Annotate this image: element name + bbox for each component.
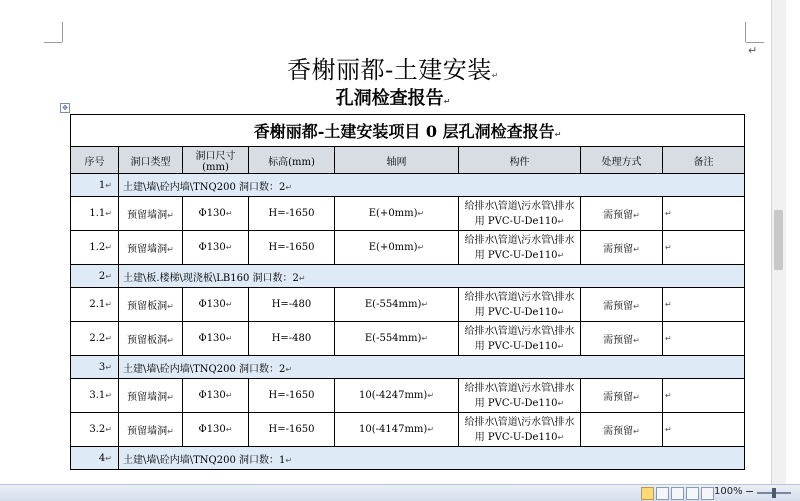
elevation-cell[interactable] xyxy=(249,231,335,265)
full-screen-reading-view-button[interactable] xyxy=(656,487,669,500)
draft-view-button[interactable] xyxy=(701,487,714,500)
header-cell[interactable]: 序号 xyxy=(71,147,119,174)
table-row xyxy=(71,231,745,265)
group-row xyxy=(71,356,745,379)
table-row xyxy=(71,288,745,322)
component-cell[interactable] xyxy=(459,231,581,265)
group-number-text: 2 xyxy=(98,270,106,282)
paragraph-mark: ↵ xyxy=(105,300,112,309)
axis-grid-cell[interactable] xyxy=(335,197,459,231)
hole-size-cell[interactable] xyxy=(183,413,249,447)
paragraph-mark: ↵ xyxy=(557,250,565,260)
hole-type-cell-text: 预留板洞 xyxy=(127,301,168,312)
paragraph-mark: ↵ xyxy=(105,425,112,434)
document-title[interactable] xyxy=(0,50,786,85)
group-label-text: 土建\墙\砼内墙\TNQ200 洞口数：2 xyxy=(123,363,286,375)
paragraph-mark: ↵ xyxy=(298,273,306,283)
component-cell[interactable] xyxy=(459,379,581,413)
table-row xyxy=(71,379,745,413)
component-line-1: 给排水\管道\污水管\排水 xyxy=(464,382,575,394)
outline-view-button[interactable] xyxy=(686,487,699,500)
handling-method-cell[interactable] xyxy=(581,413,663,447)
row-number-text: 1.2 xyxy=(89,242,106,253)
axis-grid-cell[interactable] xyxy=(335,413,459,447)
paragraph-mark: ↵ xyxy=(427,391,435,400)
row-number[interactable] xyxy=(71,379,119,413)
hole-size-cell[interactable] xyxy=(183,288,249,322)
row-number[interactable] xyxy=(71,288,119,322)
paragraph-mark: ↵ xyxy=(105,453,112,463)
paragraph-mark: ↵ xyxy=(167,211,174,220)
component-line-1: 给排水\管道\污水管\排水 xyxy=(464,291,575,303)
paragraph-mark: ↵ xyxy=(427,425,435,434)
elevation-cell-text: H=-1650 xyxy=(268,242,315,253)
paragraph-mark: ↵ xyxy=(105,271,112,281)
hole-size-cell[interactable] xyxy=(183,322,249,356)
paragraph-mark: ↵ xyxy=(167,336,174,345)
table-move-handle-icon[interactable]: ✥ xyxy=(60,103,70,113)
paragraph-mark: ↵ xyxy=(665,391,672,400)
document-subtitle[interactable] xyxy=(0,84,786,110)
group-number-text: 3 xyxy=(98,361,106,373)
component-line-2-wrap xyxy=(461,430,578,445)
component-line-2-wrap xyxy=(461,396,578,411)
header-cell[interactable]: 标高(mm) xyxy=(249,147,335,174)
elevation-cell[interactable] xyxy=(249,379,335,413)
header-cell[interactable]: 处理方式 xyxy=(581,147,663,174)
header-cell[interactable]: 洞口类型 xyxy=(119,147,183,174)
component-line-2: 用 PVC-U-De110 xyxy=(474,397,558,409)
group-label[interactable] xyxy=(119,447,745,470)
hole-type-cell-text: 预留板洞 xyxy=(127,335,168,346)
elevation-cell-text: H=-1650 xyxy=(268,390,315,401)
hole-type-cell[interactable] xyxy=(119,288,183,322)
elevation-cell[interactable] xyxy=(249,197,335,231)
axis-grid-cell[interactable] xyxy=(335,379,459,413)
axis-grid-cell[interactable] xyxy=(335,288,459,322)
scrollbar-thumb[interactable] xyxy=(774,210,783,270)
component-cell[interactable] xyxy=(459,322,581,356)
paragraph-mark: ↵ xyxy=(105,334,112,343)
component-line-2: 用 PVC-U-De110 xyxy=(474,215,558,227)
paragraph-mark: ↵ xyxy=(633,302,640,311)
component-line-2-wrap xyxy=(461,305,578,320)
paragraph-mark: ↵ xyxy=(557,432,565,442)
remarks-cell[interactable] xyxy=(663,197,745,231)
paragraph-mark: ↵ xyxy=(554,130,562,139)
paragraph-mark: ↵ xyxy=(557,398,565,408)
paragraph-mark: ↵ xyxy=(105,180,112,190)
paragraph-mark: ↵ xyxy=(105,391,112,400)
axis-grid-cell[interactable] xyxy=(335,322,459,356)
web-layout-view-button[interactable] xyxy=(671,487,684,500)
paragraph-mark: ↵ xyxy=(633,393,640,402)
handling-method-cell-text: 需预留 xyxy=(603,301,634,312)
elevation-cell[interactable] xyxy=(249,288,335,322)
zoom-out-button[interactable]: − xyxy=(745,485,755,498)
table-caption[interactable] xyxy=(71,115,745,147)
group-number[interactable] xyxy=(71,174,119,197)
axis-grid-cell-text: E(+0mm) xyxy=(368,242,418,253)
row-number-text: 3.1 xyxy=(89,390,106,401)
paragraph-mark: ↵ xyxy=(443,97,451,106)
elevation-cell-text: H=-480 xyxy=(271,333,312,344)
paragraph-mark: ↵ xyxy=(633,427,640,436)
paragraph-mark: ↵ xyxy=(167,302,174,311)
header-cell[interactable]: 轴网 xyxy=(335,147,459,174)
group-row xyxy=(71,174,745,197)
table-header-row xyxy=(71,147,745,174)
crop-mark-top-right-v xyxy=(745,22,746,42)
hole-size-cell-text: Φ130 xyxy=(198,242,226,253)
handling-method-cell[interactable] xyxy=(581,322,663,356)
axis-grid-cell-text: 10(-4147mm) xyxy=(358,424,428,435)
component-line-2-wrap xyxy=(461,339,578,354)
zoom-slider-thumb[interactable] xyxy=(772,488,776,498)
component-line-1: 给排水\管道\污水管\排水 xyxy=(464,416,575,428)
remarks-cell[interactable] xyxy=(663,379,745,413)
paragraph-mark: ↵ xyxy=(167,427,174,436)
paragraph-mark: ↵ xyxy=(665,334,672,343)
group-number-text: 4 xyxy=(98,452,106,464)
elevation-cell-text: H=-1650 xyxy=(268,208,315,219)
axis-grid-cell-text: 10(-4247mm) xyxy=(358,390,428,401)
component-cell[interactable] xyxy=(459,197,581,231)
row-number-text: 3.2 xyxy=(89,424,106,435)
remarks-cell[interactable] xyxy=(663,231,745,265)
hole-size-cell-text: Φ130 xyxy=(198,299,226,310)
paragraph-mark: ↵ xyxy=(285,455,293,465)
group-row xyxy=(71,265,745,288)
component-line-2: 用 PVC-U-De110 xyxy=(474,431,558,443)
elevation-cell[interactable] xyxy=(249,322,335,356)
paragraph-mark: ↵ xyxy=(105,243,112,252)
handling-method-cell[interactable] xyxy=(581,288,663,322)
header-cell[interactable]: 构件 xyxy=(459,147,581,174)
hole-type-cell[interactable] xyxy=(119,231,183,265)
handling-method-cell-text: 需预留 xyxy=(603,210,634,221)
group-label-text: 土建\板.楼梯\现浇板\LB160 洞口数：2 xyxy=(123,272,299,284)
hole-type-cell-text: 预留墙洞 xyxy=(127,392,168,403)
table-row xyxy=(71,413,745,447)
handling-method-cell-text: 需预留 xyxy=(603,426,634,437)
group-label[interactable] xyxy=(119,356,745,379)
paragraph-mark: ↵ xyxy=(665,425,672,434)
paragraph-mark: ↵ xyxy=(557,341,565,351)
remarks-cell[interactable] xyxy=(663,322,745,356)
print-layout-view-button[interactable] xyxy=(641,487,654,500)
paragraph-mark: ↵ xyxy=(633,336,640,345)
handling-method-cell-text: 需预留 xyxy=(603,335,634,346)
group-label[interactable] xyxy=(119,265,745,288)
paragraph-mark: ↵ xyxy=(421,300,429,309)
component-line-1: 给排水\管道\污水管\排水 xyxy=(464,325,575,337)
zoom-level[interactable]: 100% xyxy=(714,486,743,497)
paragraph-mark: ↵ xyxy=(285,182,293,192)
axis-grid-cell-text: E(-554mm) xyxy=(364,333,422,344)
handling-method-cell[interactable] xyxy=(581,231,663,265)
paragraph-mark: ↵ xyxy=(665,209,672,218)
hole-type-cell-text: 预留墙洞 xyxy=(127,244,168,255)
remarks-cell[interactable] xyxy=(663,288,745,322)
row-number[interactable] xyxy=(71,322,119,356)
axis-grid-cell-text: E(+0mm) xyxy=(368,208,418,219)
paragraph-mark: ↵ xyxy=(491,71,499,80)
hole-size-cell-text: Φ130 xyxy=(198,424,226,435)
group-number[interactable] xyxy=(71,447,119,470)
paragraph-mark: ↵ xyxy=(105,362,112,372)
group-number-text: 1 xyxy=(98,179,106,191)
group-label-text: 土建\墙\砼内墙\TNQ200 洞口数：2 xyxy=(123,181,286,193)
status-bar xyxy=(0,484,800,501)
crop-mark-top-left-v xyxy=(62,22,63,42)
vertical-scrollbar[interactable] xyxy=(771,0,786,484)
paragraph-mark: ↵ xyxy=(225,334,233,343)
component-line-1: 给排水\管道\污水管\排水 xyxy=(464,200,575,212)
hole-size-cell-text: Φ130 xyxy=(198,208,226,219)
component-line-2: 用 PVC-U-De110 xyxy=(474,249,558,261)
paragraph-mark: ↵ xyxy=(633,211,640,220)
hole-type-cell[interactable] xyxy=(119,379,183,413)
component-cell[interactable] xyxy=(459,413,581,447)
handling-method-cell[interactable] xyxy=(581,197,663,231)
group-row xyxy=(71,447,745,470)
hole-size-cell-text: Φ130 xyxy=(198,390,226,401)
row-number-text: 1.1 xyxy=(89,208,106,219)
hole-size-cell[interactable] xyxy=(183,379,249,413)
table-row xyxy=(71,197,745,231)
hole-size-cell[interactable] xyxy=(183,197,249,231)
table-caption-text: 香榭丽都-土建安装项目 0 层孔洞检查报告 xyxy=(253,122,555,141)
table-row xyxy=(71,322,745,356)
component-cell[interactable] xyxy=(459,288,581,322)
paragraph-mark: ↵ xyxy=(225,425,233,434)
component-line-2-wrap xyxy=(461,248,578,263)
paragraph-mark: ↵ xyxy=(557,307,565,317)
paragraph-mark: ↵ xyxy=(167,245,174,254)
row-number[interactable] xyxy=(71,197,119,231)
paragraph-mark: ↵ xyxy=(225,391,233,400)
paragraph-mark: ↵ xyxy=(285,364,293,374)
elevation-cell[interactable] xyxy=(249,413,335,447)
crop-mark-top-right-h xyxy=(746,42,764,43)
paragraph-mark: ↵ xyxy=(665,243,672,252)
paragraph-mark: ↵ xyxy=(665,300,672,309)
row-number[interactable] xyxy=(71,413,119,447)
hole-type-cell-text: 预留墙洞 xyxy=(127,426,168,437)
document-title-text: 香榭丽都-土建安装 xyxy=(287,56,492,84)
component-line-2: 用 PVC-U-De110 xyxy=(474,306,558,318)
paragraph-mark: ↵ xyxy=(225,209,233,218)
group-label-text: 土建\墙\砼内墙\TNQ200 洞口数：1 xyxy=(123,454,286,466)
component-line-1: 给排水\管道\污水管\排水 xyxy=(464,234,575,246)
elevation-cell-text: H=-480 xyxy=(271,299,312,310)
axis-grid-cell[interactable] xyxy=(335,231,459,265)
hole-type-cell[interactable] xyxy=(119,197,183,231)
group-label[interactable] xyxy=(119,174,745,197)
paragraph-mark: ↵ xyxy=(748,44,758,57)
hole-inspection-table xyxy=(70,114,745,470)
hole-size-cell-text: Φ130 xyxy=(198,333,226,344)
hole-type-cell[interactable] xyxy=(119,322,183,356)
paragraph-mark: ↵ xyxy=(105,209,112,218)
handling-method-cell[interactable] xyxy=(581,379,663,413)
paragraph-mark: ↵ xyxy=(557,216,565,226)
hole-type-cell[interactable] xyxy=(119,413,183,447)
paragraph-mark: ↵ xyxy=(633,245,640,254)
component-line-2-wrap xyxy=(461,214,578,229)
axis-grid-cell-text: E(-554mm) xyxy=(364,299,422,310)
crop-mark-top-left-h xyxy=(44,42,62,43)
paragraph-mark: ↵ xyxy=(167,393,174,402)
paragraph-mark: ↵ xyxy=(225,243,233,252)
row-number-text: 2.2 xyxy=(89,333,106,344)
group-number[interactable] xyxy=(71,265,119,288)
hole-type-cell-text: 预留墙洞 xyxy=(127,210,168,221)
header-cell[interactable]: 洞口尺寸(mm) xyxy=(183,147,249,174)
paragraph-mark: ↵ xyxy=(421,334,429,343)
header-cell[interactable]: 备注 xyxy=(663,147,745,174)
paragraph-mark: ↵ xyxy=(225,300,233,309)
handling-method-cell-text: 需预留 xyxy=(603,392,634,403)
paragraph-mark: ↵ xyxy=(417,243,425,252)
elevation-cell-text: H=-1650 xyxy=(268,424,315,435)
hole-size-cell[interactable] xyxy=(183,231,249,265)
row-number[interactable] xyxy=(71,231,119,265)
remarks-cell[interactable] xyxy=(663,413,745,447)
group-number[interactable] xyxy=(71,356,119,379)
component-line-2: 用 PVC-U-De110 xyxy=(474,340,558,352)
document-subtitle-text: 孔洞检查报告 xyxy=(335,88,444,109)
handling-method-cell-text: 需预留 xyxy=(603,244,634,255)
row-number-text: 2.1 xyxy=(89,299,106,310)
paragraph-mark: ↵ xyxy=(417,209,425,218)
